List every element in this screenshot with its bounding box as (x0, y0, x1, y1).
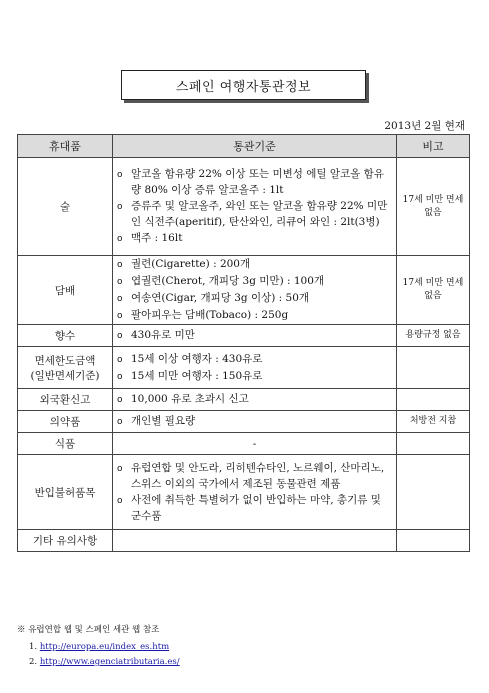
table-row (18, 256, 470, 325)
table-row (18, 433, 470, 455)
page-title-text: 스페인 여행자통관정보 (175, 79, 312, 95)
criteria-item (117, 351, 392, 368)
criteria-item (117, 307, 392, 324)
item-category: 외국환신고 (18, 389, 113, 411)
footnote-mark: ※ (17, 625, 26, 635)
criteria-item-text: 팔아피우는 담배(Tobaco) : 250g (131, 309, 289, 321)
table-row (18, 158, 470, 256)
bullet-icon: o (117, 331, 123, 341)
criteria-cell (113, 347, 397, 389)
bullet-icon: o (117, 371, 123, 382)
table-row (18, 347, 470, 389)
footnote (17, 623, 180, 670)
criteria-item (117, 290, 392, 307)
criteria-item (117, 256, 392, 273)
bullet-icon: o (117, 260, 123, 270)
bullet-icon: o (117, 417, 123, 427)
note-cell: 용량규정 없음 (397, 325, 470, 347)
note-cell (397, 347, 470, 389)
item-category: 면세한도금액 (일반면세기준) (18, 347, 113, 389)
bullet-icon: o (117, 311, 123, 321)
item-category: 반입불허품목 (18, 455, 113, 530)
criteria-item-text: 15세 미만 여행자 : 150유로 (131, 369, 263, 382)
criteria-item (117, 492, 392, 524)
item-category: 술 (18, 158, 113, 256)
criteria-cell (113, 158, 397, 256)
customs-table (17, 134, 470, 552)
criteria-item (117, 413, 392, 430)
table-row (18, 389, 470, 411)
criteria-item-text: 궐련(Cigarette) : 200개 (131, 258, 251, 270)
header-item: 휴대품 (18, 135, 113, 158)
agencia-tributaria-link[interactable]: http://www.agenciatributaria.es/ (39, 657, 180, 667)
item-category: 기타 유의사항 (18, 530, 113, 552)
bullet-icon: o (117, 354, 123, 365)
criteria-item-text: 15세 이상 여행자 : 430유로 (131, 352, 263, 365)
header-criteria: 통관기준 (113, 135, 397, 158)
link-number: 2. (29, 657, 38, 667)
item-category: 식품 (18, 433, 113, 455)
europa-link[interactable]: http://europa.eu/index_es.htm (39, 642, 170, 652)
header-note: 비고 (397, 135, 470, 158)
item-category: 향수 (18, 325, 113, 347)
criteria-item-text: 사전에 취득한 특별허가 없이 반입하는 마약, 총기류 및 군수품 (131, 494, 381, 522)
note-cell (397, 530, 470, 552)
criteria-item-text: 증류주 및 알코올주, 와인 또는 알코올 함유량 22% 미만인 식전주(aperitif), 탄산와인, 리큐어 와인 : 2lt(3병) (131, 200, 388, 228)
criteria-item-text: 맥주 : 16lt (131, 232, 183, 244)
bullet-icon: o (117, 496, 123, 506)
bullet-icon: o (117, 277, 123, 287)
note-cell (397, 455, 470, 530)
bullet-icon: o (117, 464, 123, 474)
criteria-item-text: 10,000 유로 초과시 신고 (131, 393, 249, 405)
bullet-icon: o (117, 294, 123, 304)
criteria-item-text: 알코올 함유량 22% 이상 또는 미변성 에틸 알코올 함유량 80% 이상 증류 알코올주 : 1lt (131, 168, 384, 196)
criteria-cell (113, 530, 397, 552)
criteria-item (117, 460, 392, 492)
table-row (18, 325, 470, 347)
table-header-row (18, 135, 470, 158)
criteria-item-text: 여송연(Cigar, 개피당 3g 이상) : 50개 (131, 292, 310, 304)
criteria-cell (113, 256, 397, 325)
note-cell: 17세 미만 면세 없음 (397, 158, 470, 256)
note-cell: 처방전 지참 (397, 411, 470, 433)
item-category: 담배 (18, 256, 113, 325)
note-cell (397, 433, 470, 455)
table-row (18, 455, 470, 530)
footnote-text: 유럽연합 웹 및 스페인 세관 웹 참조 (28, 625, 160, 635)
footnote-links (29, 640, 180, 670)
item-category: 의약품 (18, 411, 113, 433)
note-cell (397, 389, 470, 411)
criteria-item (117, 327, 392, 344)
date-label: 2013년 2월 현재 (384, 120, 465, 132)
criteria-item-text: 430유로 미만 (131, 329, 195, 341)
bullet-icon: o (117, 395, 123, 405)
criteria-item (117, 368, 392, 385)
criteria-cell (113, 411, 397, 433)
note-cell: 17세 미만 면세 없음 (397, 256, 470, 325)
criteria-item (117, 273, 392, 290)
criteria-cell (113, 433, 397, 455)
criteria-item (117, 198, 392, 230)
criteria-item (117, 230, 392, 247)
criteria-cell (113, 389, 397, 411)
table-row (18, 530, 470, 552)
criteria-cell (113, 325, 397, 347)
bullet-icon: o (117, 202, 123, 212)
bullet-icon: o (117, 170, 123, 180)
bullet-icon: o (117, 234, 123, 244)
criteria-text: - (252, 437, 257, 450)
table-row (18, 411, 470, 433)
criteria-item (117, 391, 392, 408)
criteria-item-text: 유럽연합 및 안도라, 리히텐슈타인, 노르웨이, 산마리노, 스위스 이외의 국가에서 제조된 동물관련 제품 (131, 462, 385, 490)
link-number: 1. (29, 642, 38, 652)
criteria-item (117, 166, 392, 198)
criteria-cell (113, 455, 397, 530)
criteria-item-text: 엽궐련(Cherot, 개피당 3g 미만) : 100개 (131, 275, 325, 287)
page-title (121, 70, 366, 100)
criteria-item-text: 개인별 필요량 (131, 415, 196, 427)
